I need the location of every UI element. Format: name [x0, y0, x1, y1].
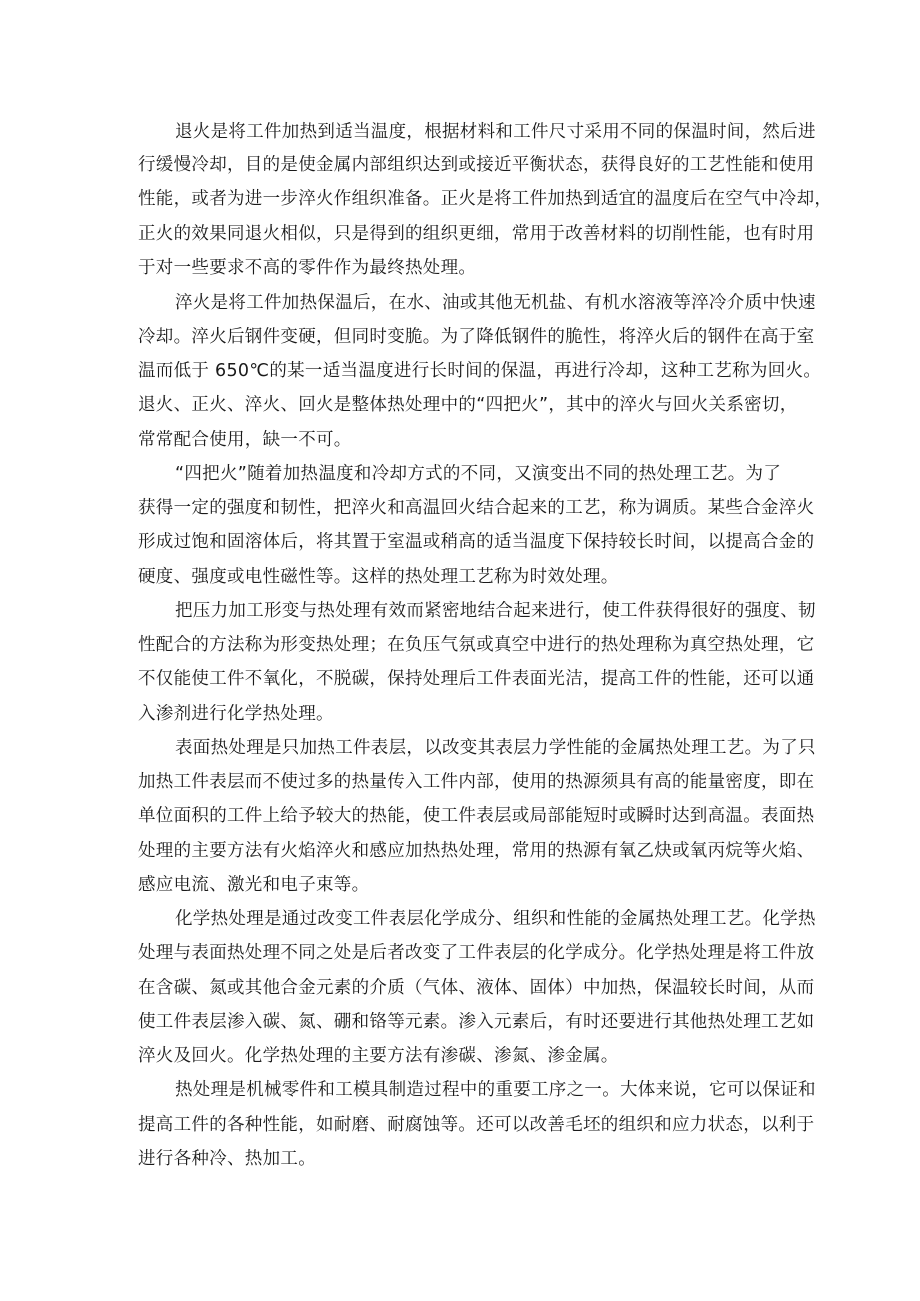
text-line: 淬火及回火。化学热处理的主要方法有渗碳、渗氮、渗金属。 [138, 1046, 619, 1066]
text-line: 使工件表层渗入碳、氮、硼和铬等元素。渗入元素后，有时还要进行其他热处理工艺如 [138, 1012, 815, 1032]
text-line: 不仅能使工件不氧化，不脱碳，保持处理后工件表面光洁，提高工件的性能，还可以通 [138, 669, 815, 689]
text-line: 冷却。淬火后钢件变硬，但同时变脆。为了降低钢件的脆性，将淬火后的钢件在高于室 [138, 327, 815, 347]
text-line: 把压力加工形变与热处理有效而紧密地结合起来进行，使工件获得很好的强度、韧 [175, 601, 816, 621]
text-line: 正火的效果同退火相似，只是得到的组织更细，常用于改善材料的切削性能，也有时用 [138, 224, 815, 244]
text-line: 退火、正火、淬火、回火是整体热处理中的“四把火”，其中的淬火与回火关系密切， [138, 395, 798, 415]
text-line: 退火是将工件加热到适当温度，根据材料和工件尺寸采用不同的保温时间，然后进 [175, 122, 816, 142]
text-line: 表面热处理是只加热工件表层，以改变其表层力学性能的金属热处理工艺。为了只 [175, 738, 816, 758]
text-line: 感应电流、激光和电子束等。 [138, 875, 370, 895]
text-line: 硬度、强度或电性磁性等。这样的热处理工艺称为时效处理。 [138, 567, 619, 587]
text-line: 于对一些要求不高的零件作为最终热处理。 [138, 258, 477, 278]
text-line: 形成过饱和固溶体后，将其置于室温或稍高的适当温度下保持较长时间，以提高合金的 [138, 532, 815, 552]
text-line: 处理与表面热处理不同之处是后者改变了工件表层的化学成分。化学热处理是将工件放 [138, 943, 815, 963]
text-line: 性配合的方法称为形变热处理；在负压气氛或真空中进行的热处理称为真空热处理，它 [138, 635, 815, 655]
text-line: 化学热处理是通过改变工件表层化学成分、组织和性能的金属热处理工艺。化学热 [175, 909, 816, 929]
text-line: 提高工件的各种性能，如耐磨、耐腐蚀等。还可以改善毛坯的组织和应力状态，以利于 [138, 1115, 815, 1135]
text-line: 获得一定的强度和韧性，把淬火和高温回火结合起来的工艺，称为调质。某些合金淬火 [138, 498, 815, 518]
text-line: 淬火是将工件加热保温后，在水、油或其他无机盐、有机水溶液等淬冷介质中快速 [175, 293, 816, 313]
text-line: 进行各种冷、热加工。 [138, 1149, 316, 1169]
text-line: 入渗剂进行化学热处理。 [138, 704, 334, 724]
text-line: 在含碳、氮或其他合金元素的介质（气体、液体、固体）中加热，保温较长时间，从而 [138, 978, 815, 998]
text-line: 处理的主要方法有火焰淬火和感应加热热处理，常用的热源有氧乙炔或氧丙烷等火焰、 [138, 841, 815, 861]
text-line: 加热工件表层而不使过多的热量传入工件内部，使用的热源须具有高的能量密度，即在 [138, 772, 815, 792]
text-line: 温而低于 650℃的某一适当温度进行长时间的保温，再进行冷却，这种工艺称为回火。 [138, 361, 822, 381]
text-line: 行缓慢冷却，目的是使金属内部组织达到或接近平衡状态，获得良好的工艺性能和使用 [138, 155, 815, 175]
text-line: 常常配合使用，缺一不可。 [138, 430, 352, 450]
text-line: 单位面积的工件上给予较大的热能，使工件表层或局部能短时或瞬时达到高温。表面热 [138, 806, 815, 826]
text-line: “四把火”随着加热温度和冷却方式的不同，又演变出不同的热处理工艺。为了 [175, 464, 782, 484]
text-line: 性能，或者为进一步淬火作组织准备。正火是将工件加热到适宜的温度后在空气中冷却， [138, 189, 833, 209]
text-line: 热处理是机械零件和工模具制造过程中的重要工序之一。大体来说，它可以保证和 [175, 1080, 816, 1100]
